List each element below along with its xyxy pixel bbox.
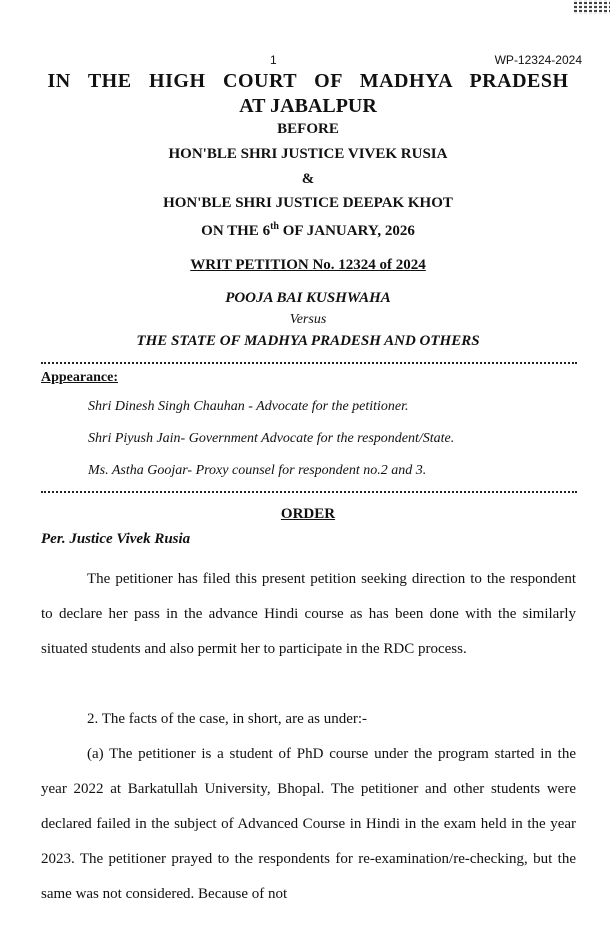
dotted-divider-top: [41, 362, 577, 364]
paragraph-3: (a) The petitioner is a student of PhD course under the program started in the year 2022 at Barkatullah University, Bhopal. The petitioner and other students were declared failed in the subject of Advanced Course in Hindi in the exam held in the year 2023. The petitioner prayed to the respondents for re-examination/re-checking, but the same was not considered. Because of not: [41, 746, 576, 902]
court-name-line2: AT JABALPUR: [239, 95, 377, 117]
judge-1: HON'BLE SHRI JUSTICE VIVEK RUSIA: [168, 146, 448, 162]
ampersand: &: [301, 171, 315, 187]
order-date: ON THE 6th OF JANUARY, 2026: [201, 221, 415, 239]
counsel-line: Ms. Astha Goojar- Proxy counsel for respondent no.2 and 3.: [88, 463, 427, 478]
petition-title: WRIT PETITION No. 12324 of 2024: [190, 257, 426, 273]
case-number-header: WP-12324-2024: [494, 53, 582, 67]
order-heading: ORDER: [280, 506, 336, 522]
appearance-label: Appearance:: [41, 370, 118, 385]
before-label: BEFORE: [277, 121, 339, 137]
paragraph-1: The petitioner has filed this present petition seeking direction to the respondent to declare her pass in the advance Hindi course as has been done with the similarly situated students and also permit her to participate in the RDC process.: [41, 571, 576, 657]
per-judge-label: Per. Justice Vivek Rusia: [41, 531, 191, 547]
paragraph-2: 2. The facts of the case, in short, are as under:-: [87, 711, 368, 727]
qr-code: [574, 0, 610, 14]
counsel-line: Shri Dinesh Singh Chauhan - Advocate for the petitioner.: [88, 399, 409, 414]
page-number: 1: [270, 53, 277, 67]
court-name-line1: IN THE HIGH COURT OF MADHYA PRADESH: [47, 70, 569, 92]
counsel-line: Shri Piyush Jain- Government Advocate for the respondent/State.: [88, 431, 455, 446]
petitioner-name: POOJA BAI KUSHWAHA: [225, 290, 391, 306]
respondent-name: THE STATE OF MADHYA PRADESH AND OTHERS: [136, 333, 480, 349]
versus-label: Versus: [289, 312, 327, 327]
dotted-divider-bottom: [41, 491, 577, 493]
judge-2: HON'BLE SHRI JUSTICE DEEPAK KHOT: [163, 195, 453, 211]
